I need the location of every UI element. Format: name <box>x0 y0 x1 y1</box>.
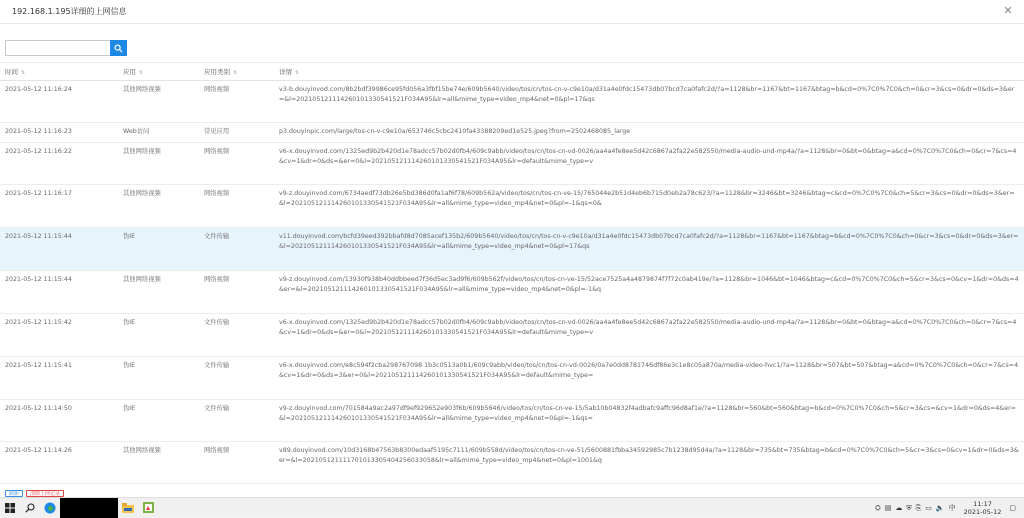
column-header-app[interactable]: 应用 ⇅ <box>118 63 199 81</box>
taskbar-search-button[interactable] <box>20 498 40 518</box>
ime-indicator[interactable]: 中 <box>948 504 956 512</box>
table-row[interactable] <box>0 271 1024 314</box>
people-icon[interactable]: ⛭ <box>875 503 881 512</box>
redacted-block <box>60 498 118 518</box>
network-app-icon[interactable]: ☁ <box>895 504 903 512</box>
cell-app: 伪IE <box>118 228 199 271</box>
close-icon[interactable]: ✕ <box>1003 4 1013 17</box>
display-icon[interactable]: ▭ <box>925 504 932 512</box>
edge-icon <box>44 502 56 514</box>
table-header-row <box>0 63 1024 81</box>
cell-detail: v89.douyinvod.com/10d3168b47563b8300edaaf5195c7111/609b558d/video/tos/cn/tos-cn-ve-51/5600881fbba34592985c7b1238d95d4a/?a=1128&br=735&bt=735&btag=b&cd=0%7C0%7C0&ch=5&cr=3&cs=0&cv=1&dr=0&ds=3&er=&l=202105121111701013305404256033058&lr=all&mime_type=video_mp4&net=0&pl=1001&q <box>274 442 1024 484</box>
clear-records-button[interactable]: 清除上网记录 <box>26 490 64 497</box>
search-button[interactable] <box>110 40 127 56</box>
cell-app: 其他网络视频 <box>118 271 199 314</box>
cell-category: 文件传输 <box>199 400 274 442</box>
dialog-title: 192.168.1.195详细的上网信息 <box>12 7 127 16</box>
start-button[interactable] <box>0 498 20 518</box>
table-row[interactable] <box>0 442 1024 484</box>
cell-time: 2021-05-12 11:15:41 <box>0 357 118 400</box>
cell-category: 网络视频 <box>199 442 274 484</box>
sort-icon: ⇅ <box>21 70 26 76</box>
cell-app: 其他网络视频 <box>118 185 199 228</box>
cell-app: 伪IE <box>118 400 199 442</box>
column-header-category[interactable]: 应用类别 ⇅ <box>199 63 274 81</box>
cell-app: 伪IE <box>118 314 199 357</box>
notification-area-icon[interactable]: ▤ <box>884 504 892 512</box>
column-header-detail[interactable]: 详情 ⇅ <box>274 63 1024 81</box>
system-tray <box>873 498 1024 518</box>
log-table <box>0 62 1024 484</box>
cell-time: 2021-05-12 11:15:42 <box>0 314 118 357</box>
clock-time: 11:17 <box>973 500 992 508</box>
clock-date: 2021-05-12 <box>963 508 1002 516</box>
table-row[interactable] <box>0 314 1024 357</box>
cell-detail: p3.douyinpic.com/large/tos-cn-v-c9e10a/653746c5cbc2410fa43388209ed1e525.jpeg?from=2502468085_large <box>274 123 1024 143</box>
search-icon <box>25 503 35 513</box>
sort-icon: ⇅ <box>139 70 144 76</box>
cell-time: 2021-05-12 11:14:26 <box>0 442 118 484</box>
cell-detail: v11.douyinvod.com/bcfd39eed392bbafd8d7085acef135b2/609b5640/video/tos/cn/tos-cn-v-c9e10a/d31a4e0fdc15473db07bcd7ca0fafc2d/?a=1128&br=1167&bt=1167&btag=b&cd=0%7C0%7C0&ch=0&cr=3&cs=0&dr=0&ds=3&er=&l=202105121114260101330541521F034A95&lr=all&mime_type=video_mp4&net=0&pl=17&qs <box>274 228 1024 271</box>
taskbar <box>0 497 1024 517</box>
cell-app: 伪IE <box>118 357 199 400</box>
footer-buttons <box>5 490 64 497</box>
cell-detail: v6-x.douyinvod.com/1325ed9b2b420d1e78adcc57b02d0fb4/609c9abb/video/tos/cn/tos-cn-vd-0026/aa4a4fe8ee5d42c6867a2fa22e582550/media-audio-und-mp4a/?a=1128&br=0&bt=0&btag=a&cd=0%7C0%7C0&ch=0&cr=7&cs=4&cv=1&dr=0&ds=&er=0&l=202105121114260101330541521F034A95&lr=default&mime_type=v <box>274 143 1024 185</box>
speaker-icon[interactable]: 🔈 <box>935 504 945 512</box>
cell-app: Web访问 <box>118 123 199 143</box>
cell-time: 2021-05-12 11:15:44 <box>0 271 118 314</box>
table-row[interactable] <box>0 228 1024 271</box>
table-row[interactable] <box>0 400 1024 442</box>
table-row[interactable] <box>0 81 1024 123</box>
sort-icon: ⇅ <box>295 70 300 76</box>
search-icon <box>114 44 123 53</box>
cell-detail: v9-z.douyinvod.com/13930f938b40ddbbeed7f36d5ec3ad9f6/609b562f/video/tos/cn/tos-cn-ve-15/52ace7525a4a4879874f7f72c0ab419e/?a=1128&br=1046&bt=1046&btag=c&cd=0%7C0%7C0&ch=5&cr=3&cs=0&cv=1&dr=0&ds=4&er=&l=202105121114260101330541521F034A95&lr=all&mime_type=video_mp4&net=0&pl=-1&q <box>274 271 1024 314</box>
edge-browser-button[interactable] <box>40 498 60 518</box>
sort-icon: ⇅ <box>233 70 238 76</box>
column-header-time[interactable]: 时间 ⇅ <box>0 63 118 81</box>
usb-icon[interactable]: ⎘ <box>915 503 922 512</box>
cell-time: 2021-05-12 11:16:24 <box>0 81 118 123</box>
cell-category: 网络视频 <box>199 185 274 228</box>
search-bar <box>5 40 127 56</box>
cell-detail: v6-x.douyinvod.com/e8c594f2cba298767098 1b3c0513a0b1/609c9abb/video/tos/cn/tos-cn-vd-0026/0a7e0dd8781746df86e3c1e8c05a870a/media-video-hvc1/?a=1128&br=507&bt=507&btag=a&cd=0%7C0%7C0&ch=0&cr=7&cs=4&cv=1&dr=0&ds=3&er=0&l=202105121114260101330541521F034A95&lr=default&mime_type= <box>274 357 1024 400</box>
app-button[interactable] <box>138 498 158 518</box>
cell-time: 2021-05-12 11:14:50 <box>0 400 118 442</box>
cell-category: 网络视频 <box>199 81 274 123</box>
table-row[interactable] <box>0 143 1024 185</box>
cell-detail: v9-z.douyinvod.com/6734aedf73db26e5bd386d0fa1af6f78/609b562a/video/tos/cn/tos-cn-ve-15/765044e2b51d4eb6b715d0eb2a78c623/?a=1128&br=3246&bt=3246&btag=c&cd=0%7C0%7C0&ch=5&cr=3&cs=0&dr=0&ds=3&er=&l=202105121114260101330541521F034A95&lr=all&mime_type=video_mp4&net=0&pl=-1&qs=0& <box>274 185 1024 228</box>
cell-category: 文件传输 <box>199 228 274 271</box>
table-row[interactable] <box>0 185 1024 228</box>
cell-detail: v9-z.douyinvod.com/701584a9ac2a97df9ef929652e903f6b/609b5646/video/tos/cn/tos-cn-ve-15/5ab10b04832f4adbafc9affc96d8af1e/?a=1128&br=560&bt=560&btag=b&cd=0%7C0%7C0&ch=5&cr=3&cs=&cv=1&dr=0&ds=4&er=&l=202105121114260101330541521F034A95&lr=all&mime_type=video_mp4&net=0&pl=-1&qs= <box>274 400 1024 442</box>
cell-category: 文件传输 <box>199 357 274 400</box>
table-row[interactable] <box>0 357 1024 400</box>
cell-detail: v6-x.douyinvod.com/1325ed9b2b420d1e78adcc57b02d0fb4/609c9abb/video/tos/cn/tos-cn-vd-0026/aa4a4fe8ee5d42c6867a2fa22e582550/media-audio-und-mp4a/?a=1128&br=0&bt=0&btag=a&cd=0%7C0%7C0&ch=0&cr=7&cs=4&cv=1&dr=0&ds=&er=0&l=202105121114260101330541521F034A95&lr=default&mime_type=v <box>274 314 1024 357</box>
app-icon <box>143 502 154 513</box>
table-row[interactable] <box>0 123 1024 143</box>
file-explorer-button[interactable] <box>118 498 138 518</box>
cell-category: 网络视频 <box>199 143 274 185</box>
cell-time: 2021-05-12 11:16:22 <box>0 143 118 185</box>
taskbar-clock[interactable] <box>964 500 1002 516</box>
notification-center-icon[interactable]: ▢ <box>1009 504 1016 512</box>
cell-time: 2021-05-12 11:15:44 <box>0 228 118 271</box>
dialog-titlebar <box>0 0 1024 24</box>
cell-category: 常见应用 <box>199 123 274 143</box>
cell-app: 其他网络视频 <box>118 143 199 185</box>
windows-icon <box>5 503 15 513</box>
cell-time: 2021-05-12 11:16:23 <box>0 123 118 143</box>
cell-category: 网络视频 <box>199 271 274 314</box>
cell-app: 其他网络视频 <box>118 81 199 123</box>
refresh-button[interactable]: 刷新 <box>5 490 23 497</box>
search-input[interactable] <box>5 40 110 56</box>
cell-app: 其他网络视频 <box>118 442 199 484</box>
cell-time: 2021-05-12 11:16:17 <box>0 185 118 228</box>
security-icon[interactable]: ⛨ <box>906 503 912 512</box>
cell-detail: v3-b.douyinvod.com/8b2bdf39986ce95fd056a3fbf15be74e/609b5640/video/tos/cn/tos-cn-v-c9e10a/d31a4e0fdc15473db07bcd7ca0fafc2d/?a=1128&br=1167&bt=1167&btag=b&cd=0%7C0%7C0&ch=0&cr=3&cs=0&dr=0&ds=3&er=&l=202105121114260101330541521F034A95&lr=all&mime_type=video_mp4&net=0&pl=17&qs <box>274 81 1024 123</box>
cell-category: 文件传输 <box>199 314 274 357</box>
folder-icon <box>122 503 134 513</box>
